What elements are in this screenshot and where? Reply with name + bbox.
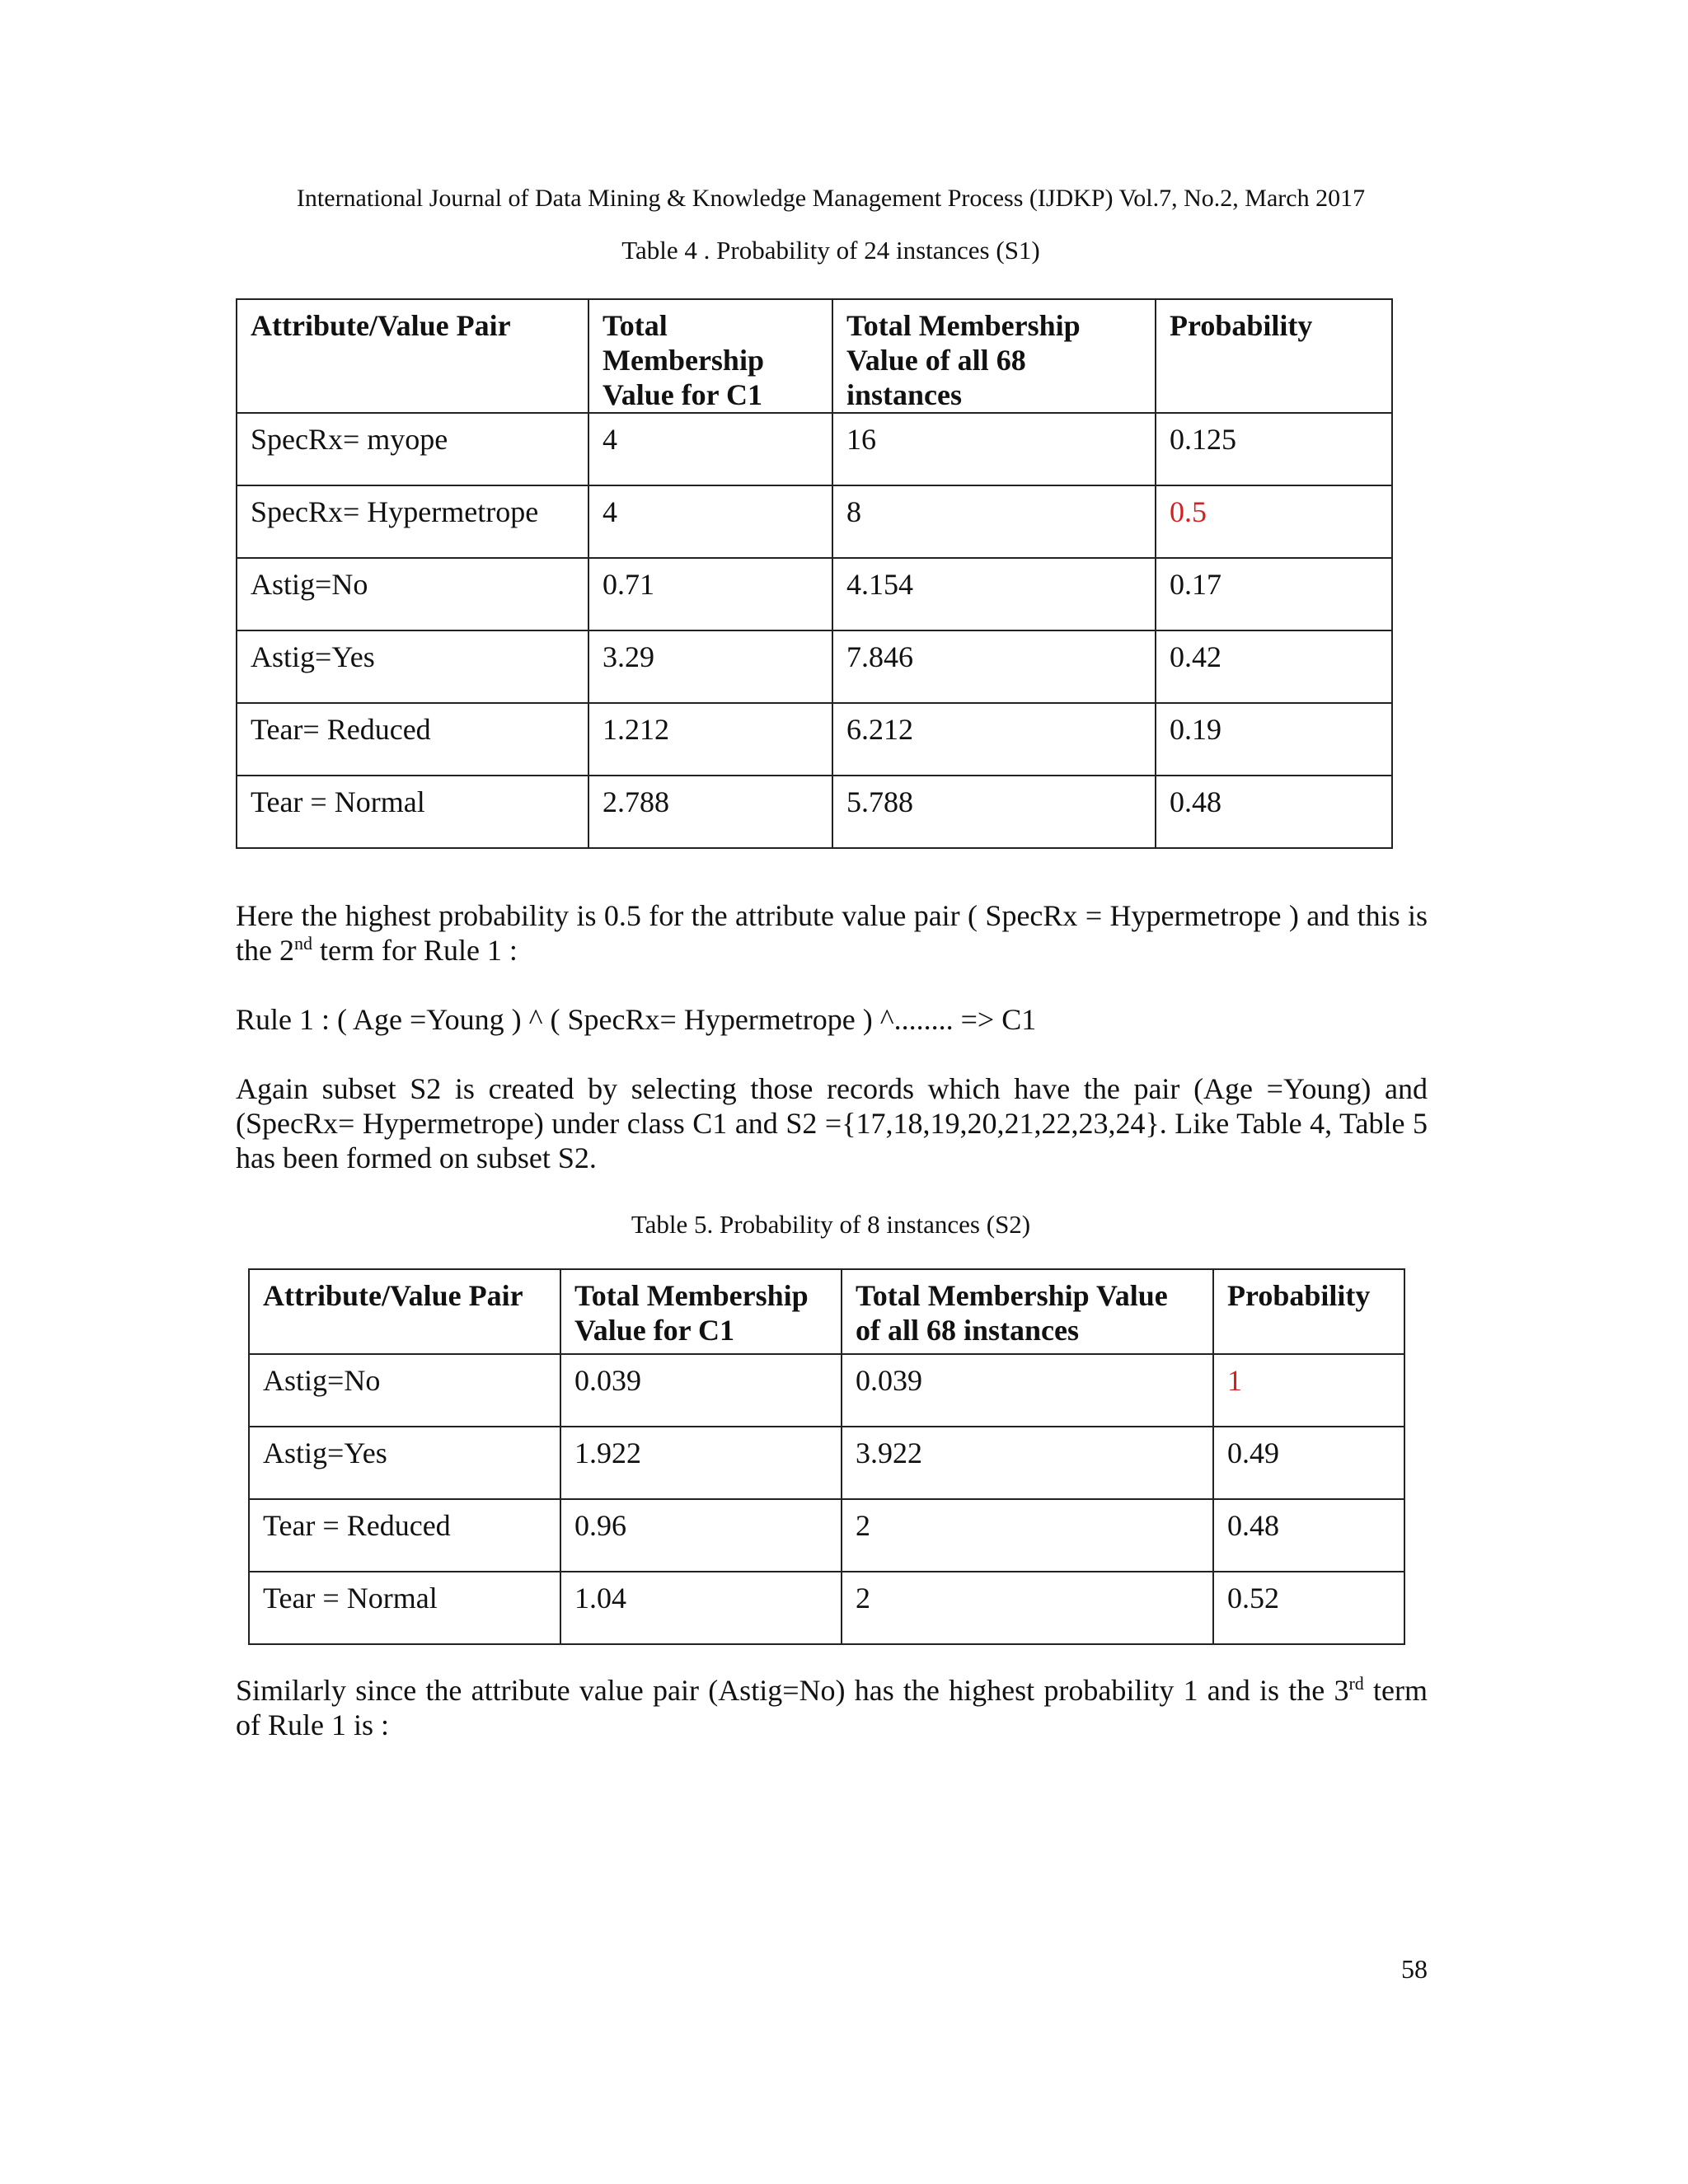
table-row bbox=[237, 776, 1392, 848]
table-cell: 5.788 bbox=[832, 776, 1156, 848]
table-header-row bbox=[249, 1269, 1404, 1354]
table-cell: 0.039 bbox=[560, 1354, 842, 1427]
table-cell: 0.71 bbox=[588, 558, 832, 630]
rule-1-statement: Rule 1 : ( Age =Young ) ^ ( SpecRx= Hypermetrope ) ^........ => C1 bbox=[236, 1003, 1037, 1036]
table-cell: 0.125 bbox=[1156, 413, 1392, 485]
table-cell: 2.788 bbox=[588, 776, 832, 848]
table-cell: 4.154 bbox=[832, 558, 1156, 630]
table-header-cell: Attribute/Value Pair bbox=[237, 299, 588, 413]
table-header-row bbox=[237, 299, 1392, 413]
paragraph-text: Here the highest probability is 0.5 for the attribute value pair ( SpecRx = Hypermetrope ) and this is the 2 bbox=[236, 899, 1428, 967]
table-cell: Astig=Yes bbox=[249, 1427, 560, 1499]
table-cell: 0.96 bbox=[560, 1499, 842, 1572]
table-cell: Tear = Normal bbox=[237, 776, 588, 848]
table-cell: Astig=Yes bbox=[237, 630, 588, 703]
table-header-cell: Attribute/Value Pair bbox=[249, 1269, 560, 1354]
paragraph-text: term of Rule 1 is : bbox=[236, 1674, 1428, 1741]
table-row bbox=[237, 630, 1392, 703]
journal-header: International Journal of Data Mining & Knowledge Management Process (IJDKP) Vol.7, No.2, March 2017 bbox=[296, 185, 1366, 212]
table-header-cell: Total Membership Value of all 68 instances bbox=[842, 1269, 1213, 1354]
table-cell: Tear = Reduced bbox=[249, 1499, 560, 1572]
highlighted-probability-cell: 1 bbox=[1213, 1354, 1404, 1427]
table-row bbox=[237, 558, 1392, 630]
paragraph-text: Similarly since the attribute value pair (Astig=No) has the highest probability 1 and is the 3 bbox=[236, 1674, 1349, 1707]
table-cell: 8 bbox=[832, 485, 1156, 558]
table-cell: 4 bbox=[588, 413, 832, 485]
table-row bbox=[249, 1499, 1404, 1572]
table-cell: 0.42 bbox=[1156, 630, 1392, 703]
paragraph-text: term for Rule 1 : bbox=[312, 934, 518, 967]
table-header-cell: Total Membership Value for C1 bbox=[560, 1269, 842, 1354]
paragraph-subset-s2: Again subset S2 is created by selecting those records which have the pair (Age =Young) and (SpecRx= Hypermetrope) under class C1 and S2 ={17,18,19,20,21,22,23,24}. Like Table 4, Table 5 has been formed on subset S2. bbox=[236, 1072, 1428, 1174]
table4-caption: Table 4 . Probability of 24 instances (S1) bbox=[621, 236, 1040, 265]
table-cell: 0.52 bbox=[1213, 1572, 1404, 1644]
table-cell: 2 bbox=[842, 1572, 1213, 1644]
table-cell: Astig=No bbox=[249, 1354, 560, 1427]
table-cell: SpecRx= Hypermetrope bbox=[237, 485, 588, 558]
table-cell: 1.212 bbox=[588, 703, 832, 776]
table-cell: Tear = Normal bbox=[249, 1572, 560, 1644]
table-cell: 0.17 bbox=[1156, 558, 1392, 630]
table-cell: 0.49 bbox=[1213, 1427, 1404, 1499]
table-row bbox=[237, 485, 1392, 558]
table-row bbox=[249, 1572, 1404, 1644]
table-row bbox=[237, 703, 1392, 776]
table-cell: Tear= Reduced bbox=[237, 703, 588, 776]
table-cell: 0.039 bbox=[842, 1354, 1213, 1427]
paragraph-third-term bbox=[236, 1673, 1428, 1742]
table-row bbox=[249, 1427, 1404, 1499]
table-cell: 0.19 bbox=[1156, 703, 1392, 776]
table-row bbox=[237, 413, 1392, 485]
table-cell: 6.212 bbox=[832, 703, 1156, 776]
ordinal-suffix: nd bbox=[293, 933, 312, 954]
paragraph-highest-probability bbox=[236, 898, 1428, 968]
table-cell: 3.29 bbox=[588, 630, 832, 703]
table-header-cell: Total Membership Value for C1 bbox=[588, 299, 832, 413]
table-cell: 0.48 bbox=[1156, 776, 1392, 848]
table4 bbox=[236, 298, 1393, 849]
table-header-cell: Probability bbox=[1213, 1269, 1404, 1354]
table-cell: 2 bbox=[842, 1499, 1213, 1572]
table-cell: 3.922 bbox=[842, 1427, 1213, 1499]
table-header-cell: Total Membership Value of all 68 instances bbox=[832, 299, 1156, 413]
table-cell: 4 bbox=[588, 485, 832, 558]
table-cell: 7.846 bbox=[832, 630, 1156, 703]
table5 bbox=[248, 1268, 1405, 1645]
table-header-cell: Probability bbox=[1156, 299, 1392, 413]
table-cell: Astig=No bbox=[237, 558, 588, 630]
table-cell: 16 bbox=[832, 413, 1156, 485]
table-cell: SpecRx= myope bbox=[237, 413, 588, 485]
highlighted-probability-cell: 0.5 bbox=[1156, 485, 1392, 558]
table-cell: 1.04 bbox=[560, 1572, 842, 1644]
table5-caption: Table 5. Probability of 8 instances (S2) bbox=[631, 1210, 1031, 1239]
page-number: 58 bbox=[1401, 1954, 1428, 1984]
ordinal-suffix: rd bbox=[1348, 1673, 1364, 1694]
table-cell: 1.922 bbox=[560, 1427, 842, 1499]
table-cell: 0.48 bbox=[1213, 1499, 1404, 1572]
table-row bbox=[249, 1354, 1404, 1427]
